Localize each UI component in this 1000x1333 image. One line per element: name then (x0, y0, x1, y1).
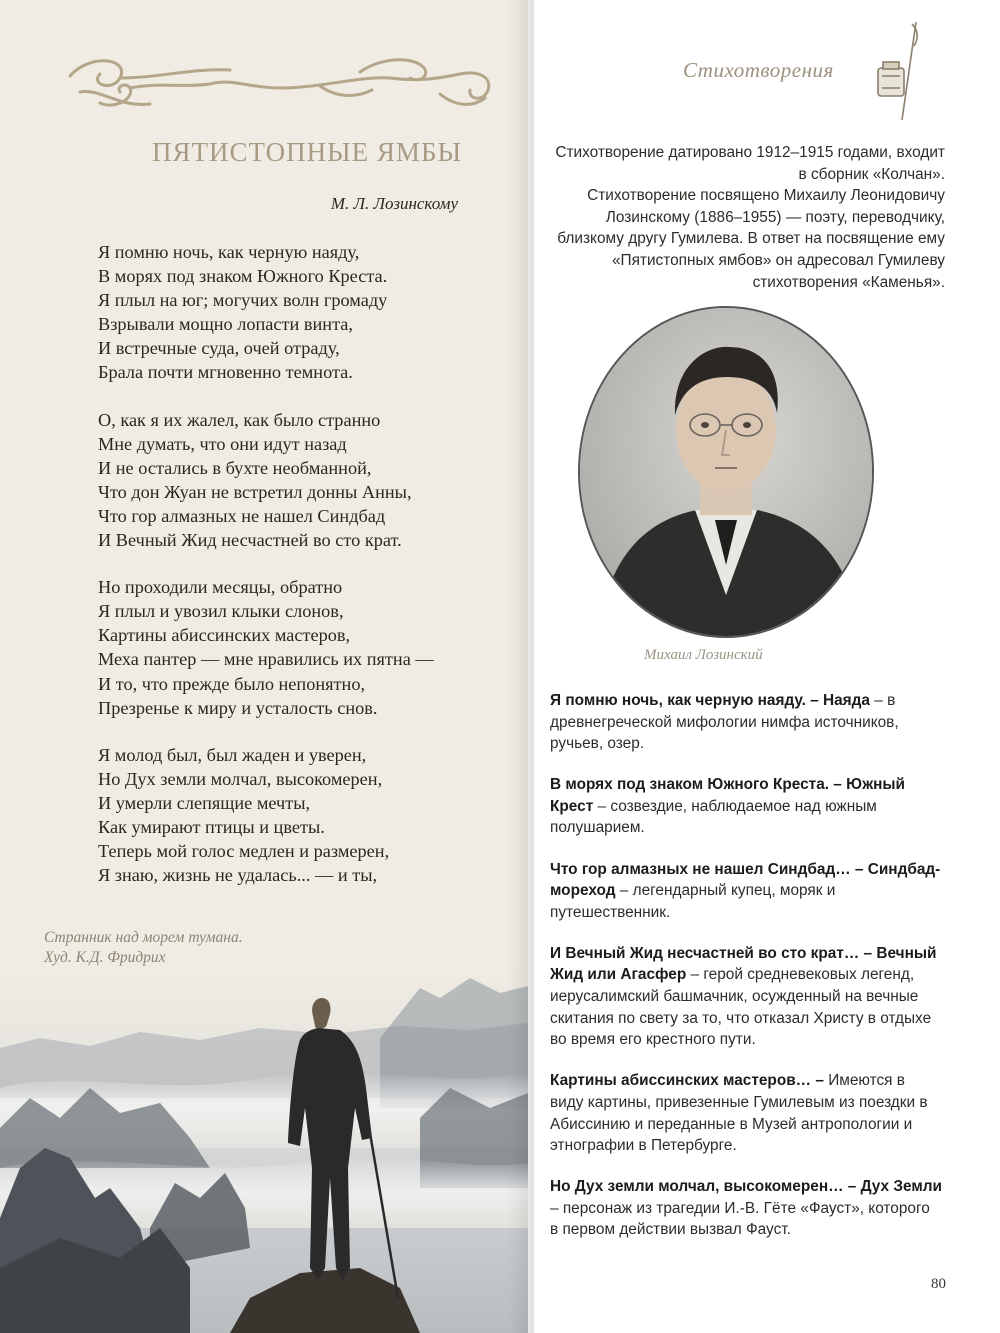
poem-line: И то, что прежде было непонятно, (98, 673, 366, 694)
note-term: Я помню ночь, как черную наяду. – Наяда (550, 692, 870, 709)
intro-paragraph-1: Стихотворение датировано 1912–1915 годами, входит в сборник «Колчан». (555, 144, 945, 183)
intro-paragraph-2: Стихотворение посвящено Михаилу Леонидовичу Лозинскому (1886–1955) — поэту, переводчику, близкому другу Гумилева. В ответ на посвящение ему «Пятистопных ямбов» он адресовал Гумилеву стихотворения «Каменья». (557, 187, 945, 291)
poem-line: Мне думать, что они идут назад (98, 433, 347, 454)
poem-stanza (98, 575, 434, 720)
poem-title: ПЯТИСТОПНЫЕ ЯМБЫ (152, 137, 462, 167)
note-term: В морях под знаком Южного Креста. – Южный Крест (550, 776, 906, 815)
poem-line: В морях под знаком Южного Креста. (98, 266, 388, 287)
section-header: Стихотворения (683, 58, 834, 82)
poem-stanza (98, 743, 434, 888)
note-item (550, 1070, 942, 1156)
inkwell-icon (872, 20, 922, 130)
poem-line: Взрывали мощно лопасти винта, (98, 314, 353, 335)
note-definition: – персонаж из трагедии И.-В. Гёте «Фауст», которого в первом действии вызвал Фауст. (550, 1199, 930, 1239)
poem-stanza (98, 240, 434, 385)
poem-line: Я плыл на юг; могучих волн громаду (98, 290, 388, 311)
portrait-photo (577, 305, 875, 639)
poem-line: Но проходили месяцы, обратно (98, 577, 343, 598)
poem-line: Меха пантер — мне нравились их пятна — (98, 649, 434, 670)
poem-line: И не остались в бухте необманной, (98, 457, 372, 478)
painting-caption-title: Странник над морем тумана. (44, 929, 243, 946)
note-definition: – легендарный купец, моряк и путешественник. (550, 882, 836, 921)
intro-text (550, 142, 945, 293)
portrait-caption: Михаил Лозинский (644, 647, 763, 663)
note-term: И Вечный Жид несчастней во сто крат… – Вечный Жид или Агасфер (550, 944, 937, 984)
note-term: Но Дух земли молчал, высокомерен… – Дух Земли (550, 1178, 942, 1196)
poem-stanza (98, 408, 434, 553)
note-definition: – герой средневековых легенд, иерусалимский башмачник, осужденный на вечные скитания по свету за то, что отказал Христу в отдыхе во время его крестного пути. (550, 966, 932, 1049)
poem-line: Теперь мой голос медлен и размерен, (98, 841, 390, 862)
book-spine-shadow (508, 0, 534, 1333)
note-item (550, 1176, 942, 1241)
poem-line: Презренье к миру и усталость снов. (98, 697, 378, 718)
poem-line: Я плыл и увозил клыки слонов, (98, 601, 344, 622)
decorative-ornament (60, 48, 500, 118)
poem-line: Я знаю, жизнь не удалась... — и ты, (98, 865, 378, 886)
note-term: Картины абиссинских мастеров… – (550, 1072, 829, 1090)
poem-line: О, как я их жалел, как было странно (98, 409, 381, 430)
poem-line: Что дон Жуан не встретил донны Анны, (98, 481, 412, 502)
note-definition: – в древнегреческой мифологии нимфа источников, ручьев, озер. (550, 692, 899, 753)
poem-body (98, 240, 434, 910)
note-item (550, 859, 942, 924)
poem-line: Но Дух земли молчал, высокомерен, (98, 768, 383, 789)
poem-line: Что гор алмазных не нашел Синдбад (98, 505, 386, 526)
note-definition: – созвездие, наблюдаемое над южным полушарием. (550, 797, 877, 837)
poem-dedication: М. Л. Лозинскому (330, 194, 458, 213)
notes-list (550, 690, 942, 1260)
poem-line: Как умирают птицы и цветы. (98, 816, 325, 837)
note-definition: Имеются в виду картины, привезенные Гумилевым из поездки в Абиссинию и переданные в Музей антропологии и этнографии в Петербурге. (550, 1072, 928, 1155)
poem-line: Я помню ночь, как черную наяду, (98, 242, 360, 262)
poem-line: Картины абиссинских мастеров, (98, 625, 351, 646)
page-number: 80 (931, 1276, 946, 1292)
poem-line: Брала почти мгновенно темнота. (98, 362, 353, 383)
note-item (550, 774, 942, 839)
painting-wanderer-above-sea-of-fog (0, 968, 528, 1333)
painting-caption-artist: Худ. К.Д. Фридрих (44, 949, 166, 966)
poem-line: И встречные суда, очей отраду, (98, 338, 340, 359)
painting-caption (44, 928, 243, 968)
note-item (550, 943, 942, 1051)
poem-line: Я молод был, был жаден и уверен, (98, 744, 367, 765)
note-term: Что гор алмазных не нашел Синдбад… – Синдбад-мореход (550, 860, 941, 900)
poem-line: И умерли слепящие мечты, (98, 792, 311, 813)
note-item (550, 690, 942, 755)
poem-line: И Вечный Жид несчастней во сто крат. (98, 530, 402, 551)
